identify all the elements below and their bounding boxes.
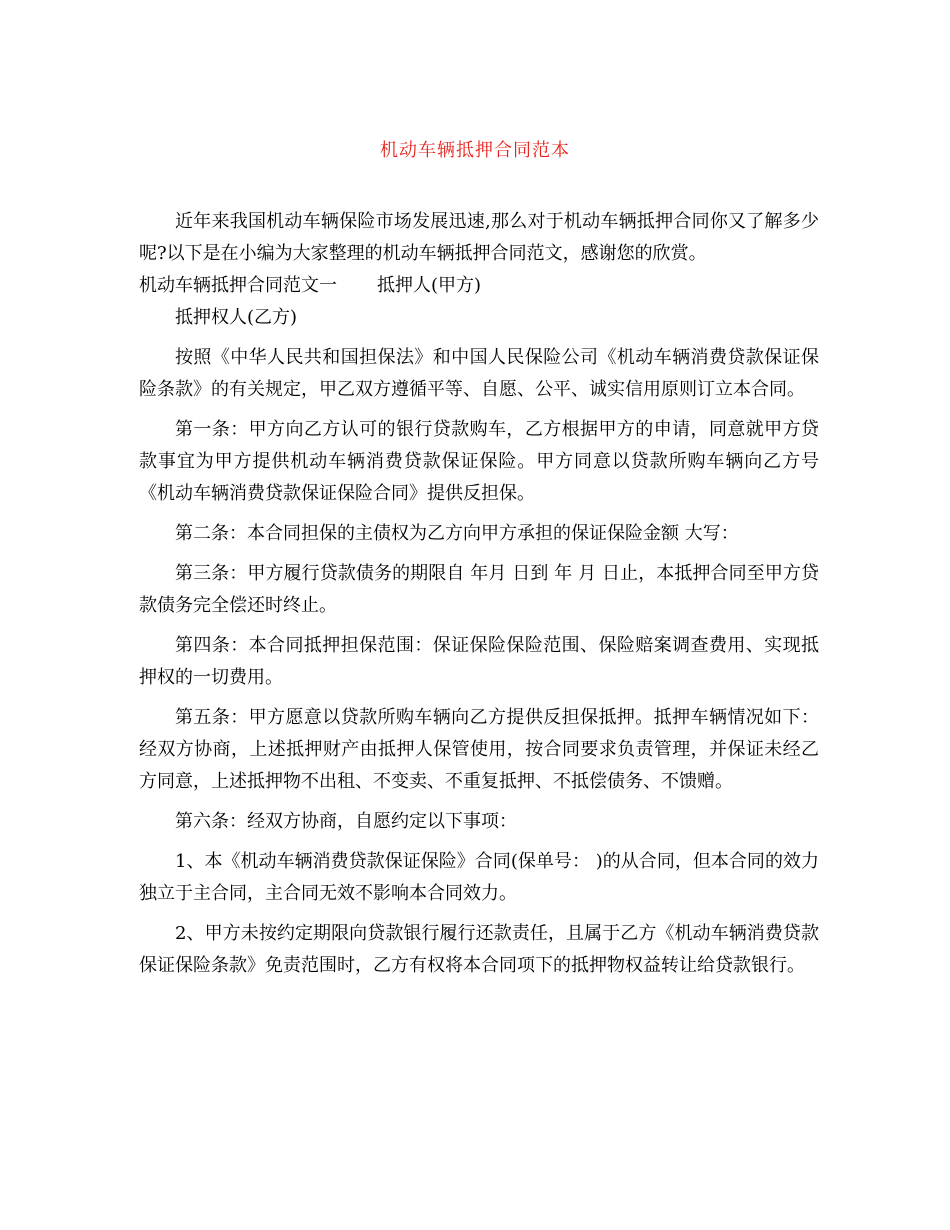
section-heading-line: [139, 270, 819, 302]
article-2: 第二条：本合同担保的主债权为乙方向甲方承担的保证保险金额 大写：: [175, 523, 739, 544]
party-a-label: 抵押人(甲方): [377, 275, 482, 296]
article-5: 第五条：甲方愿意以贷款所购车辆向乙方提供反担保抵押。抵押车辆情况如下：经双方协商，上述抵押财产由抵押人保管使用，按合同要求负责管理，并保证未经乙方同意，上述抵押物不出租、不变卖、不重复抵押、不抵偿债务、不馈赠。: [139, 707, 819, 792]
clause-2: 2、甲方未按约定期限向贷款银行履行还款责任，且属于乙方《机动车辆消费贷款保证保险条款》免责范围时，乙方有权将本合同项下的抵押物权益转让给贷款银行。: [139, 923, 819, 976]
article-6: 第六条：经双方协商，自愿约定以下事项：: [175, 811, 517, 832]
document-body: [139, 206, 819, 990]
article-3: 第三条：甲方履行贷款债务的期限自 年月 日到 年 月 日止，本抵押合同至甲方贷款债务完全偿还时终止。: [139, 563, 819, 616]
document-title: 机动车辆抵押合同范本: [380, 140, 570, 161]
intro-paragraph: 近年来我国机动车辆保险市场发展迅速,那么对于机动车辆抵押合同你又了解多少呢?以下是在小编为大家整理的机动车辆抵押合同范文，感谢您的欣赏。: [139, 211, 819, 264]
section-heading: 机动车辆抵押合同范文一: [139, 275, 337, 296]
article-1: 第一条：甲方向乙方认可的银行贷款购车，乙方根据甲方的申请，同意就甲方贷款事宜为甲方提供机动车辆消费贷款保证保险。甲方同意以贷款所购车辆向乙方号《机动车辆消费贷款保证保险合同》提供反担保。: [139, 419, 819, 504]
clause-1: 1、本《机动车辆消费贷款保证保险》合同(保单号： )的从合同，但本合同的效力独立于主合同，主合同无效不影响本合同效力。: [139, 851, 819, 904]
preamble-paragraph: 按照《中华人民共和国担保法》和中国人民保险公司《机动车辆消费贷款保证保险条款》的有关规定，甲乙双方遵循平等、自愿、公平、诚实信用原则订立本合同。: [139, 347, 819, 400]
party-b-label: 抵押权人(乙方): [175, 307, 298, 328]
article-4: 第四条：本合同抵押担保范围：保证保险保险范围、保险赔案调查费用、实现抵押权的一切费用。: [139, 635, 819, 688]
